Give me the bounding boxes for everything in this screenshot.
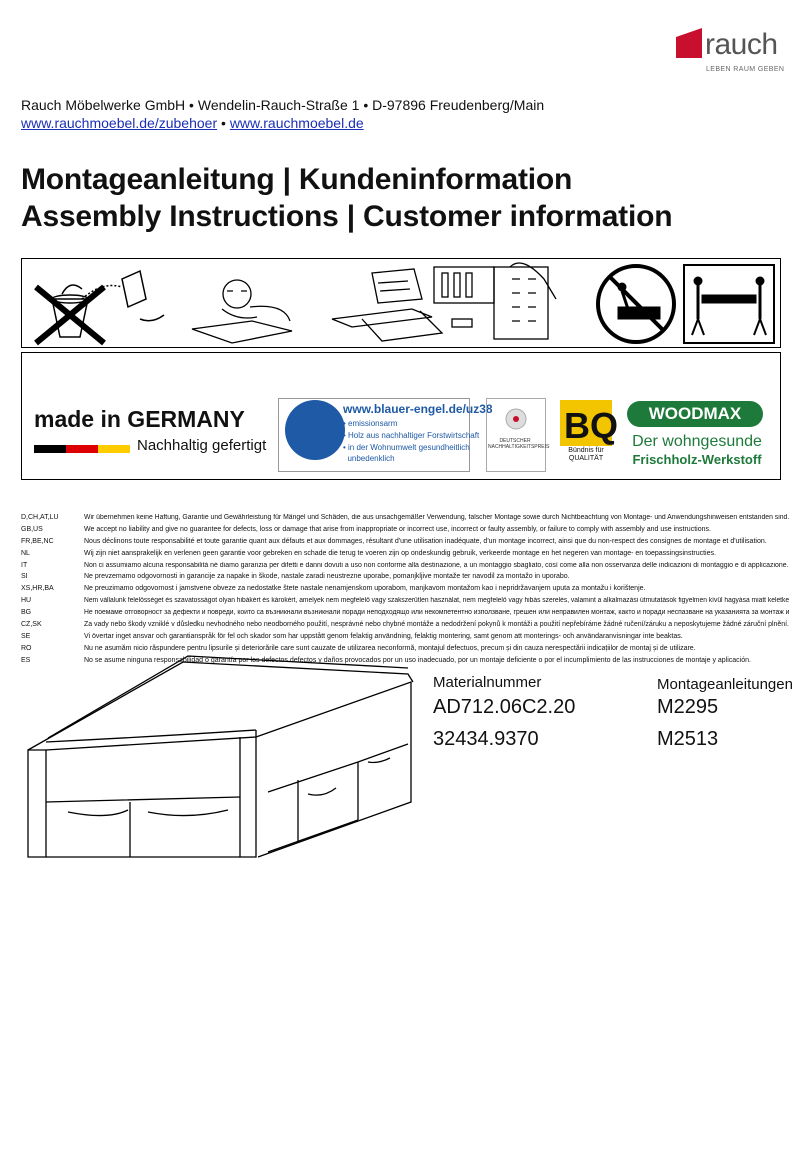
hardware-check-icon	[434, 263, 556, 339]
disclaimer-country-codes: SE	[21, 632, 31, 640]
logo-tagline: LEBEN RAUM GEBEN	[706, 66, 785, 73]
disclaimer-text: Не поемаме отговорност за дефекти и повреди, които са възникнали възникнали поради неподходящо или некомпетентно използване, грешен или неправилен монтаж, както и поради неспазване на указанията за монтаж и	[84, 609, 790, 617]
disclaimer-row	[21, 619, 791, 631]
disclaimer-country-codes: NL	[21, 549, 30, 557]
blue-angel-bullet: • Holz aus nachhaltiger Forstwirtschaft	[343, 431, 480, 440]
brand-logo	[676, 22, 788, 80]
blue-angel-bullet: • in der Wohnumwelt gesundheitlich	[343, 443, 470, 452]
disclaimer-text: We accept no liability and give no guarantee for defects, loss or damage that arise from inappropriate or incorrect use, incorrect or faulty assembly, or failure to comply with assembly and use instructions.	[84, 525, 711, 533]
svg-text:BQ: BQ	[564, 405, 618, 446]
disclaimer-row	[21, 536, 791, 548]
instruction-number: M2513	[657, 728, 719, 750]
disclaimer-text: Ne prevzemamo odgovornosti in garancije za napake in škode, nastale zaradi neustrezne uporabe, pomanjkljive montaže ter navodil za montažo in uporabo.	[84, 573, 570, 581]
sustainability-award-badge	[486, 398, 550, 472]
quality-alliance-label: Bündnis für QUALITÄT	[568, 447, 604, 462]
link-separator: •	[217, 115, 230, 131]
accessories-link[interactable]: www.rauchmoebel.de/zubehoer	[21, 115, 218, 131]
company-links	[21, 115, 364, 131]
disclaimer-country-codes: SI	[21, 573, 28, 581]
disclaimer-text: Nu ne asumăm nicio răspundere pentru lipsurile și deteriorările care sunt cauzate de utilizarea neconformă, montajul defectuos, precum și din cauza nerespectării indicațiilor de montaj și de utilizare.	[84, 644, 696, 652]
disclaimer-row	[21, 607, 791, 619]
disclaimer-row	[21, 571, 791, 583]
blue-angel-url: www.blauer-engel.de/uz38	[343, 402, 493, 416]
read-instructions-icon	[192, 280, 292, 343]
material-number: AD712.06C2.20	[433, 696, 576, 718]
disclaimer-row	[21, 583, 791, 595]
home-link[interactable]: www.rauchmoebel.de	[229, 115, 364, 131]
bed-illustration	[18, 652, 418, 857]
pictogram-art	[22, 259, 782, 349]
material-number-heading: Materialnummer	[433, 674, 542, 691]
liability-disclaimers	[21, 512, 791, 667]
disclaimer-text: Nous déclinons toute responsabilité et toute garantie quant aux défauts et aux dommages, résultant d'une utilisation inadéquate, d'un montage incorrect, ainsi que du non-respect des consignes de montage et d'utilisation.	[84, 537, 767, 545]
woodmax-claim: Der wohngesunde	[632, 433, 762, 450]
disclaimer-row	[21, 512, 791, 524]
page-title-de: Montageanleitung | Kundeninformation	[21, 163, 573, 196]
pictogram-strip	[21, 258, 781, 348]
logo-mark	[676, 28, 702, 58]
company-address: Rauch Möbelwerke GmbH • Wendelin-Rauch-Straße 1 • D-97896 Freudenberg/Main	[21, 97, 545, 113]
woodmax-claim-sub: Frischholz-Werkstoff	[632, 452, 762, 467]
disclaimer-country-codes: FR,BE,NC	[21, 537, 54, 545]
parts-sorting-icon	[332, 269, 442, 341]
disclaimer-country-codes: HU	[21, 597, 32, 605]
disclaimer-text: Non ci assumiamo alcuna responsabilità né diamo garanzia per difetti e danni dovuti a uso non conforme alla destinazione, a un montaggio sbagliato, così come alla non osservanza delle indicazioni di montaggio e di applicazione.	[84, 561, 789, 569]
sustainability-label: Nachhaltig gefertigt	[137, 437, 267, 454]
disclaimer-row	[21, 548, 791, 560]
disclaimer-country-codes: D,CH,AT,LU	[21, 514, 59, 521]
disclaimer-country-codes: BG	[21, 609, 32, 617]
made-in-germany-label: made in GERMANY	[34, 406, 245, 432]
blue-angel-icon	[285, 400, 345, 460]
disclaimer-row	[21, 524, 791, 536]
blue-angel-bullet: • emissionsarm	[343, 419, 398, 428]
disclaimer-text: Vi övertar inget ansvar och garantianspråk för fel och skador som har uppstått genom felaktig användning, felaktig montering, samt genom att monterings- och användaranvisningar inte beaktas.	[84, 632, 683, 640]
two-person-lift-icon	[684, 265, 774, 343]
disclaimer-country-codes: GB,US	[21, 525, 43, 533]
german-flag-icon	[34, 440, 130, 448]
no-trash-icon	[36, 271, 164, 343]
sustainability-award-label: DEUTSCHER NACHHALTIGKEITSPREIS	[488, 438, 550, 450]
material-number: 32434.9370	[433, 728, 539, 750]
disclaimer-country-codes: IT	[21, 561, 28, 569]
disclaimer-text: Wir übernehmen keine Haftung, Garantie und Gewährleistung für Mängel und Schäden, die aus unsachgemäßer Verwendung, falscher Montage sowie durch Nichtbeachtung von Montage- und Anwendungshinweisen entstanden sind.	[84, 514, 790, 521]
disclaimer-country-codes: ES	[21, 656, 31, 664]
award-emblem-icon	[487, 399, 545, 439]
instructions-heading: Montageanleitungen	[657, 676, 793, 693]
no-drag-icon	[598, 266, 674, 342]
disclaimer-row	[21, 595, 791, 607]
page-title-en: Assembly Instructions | Customer information	[21, 200, 673, 233]
disclaimer-text: Za vady nebo škody vzniklé v důsledku nevhodného nebo neodborného použití, nesprávné nebo chybné montáže a nedodržení pokynů k montáži a použití nepřebíráme žádné ručení/záruku a neposkytujeme žádné záruční plnění.	[84, 621, 789, 629]
blue-angel-bullet: unbedenklich	[343, 454, 395, 463]
disclaimer-text: Wij zijn niet aansprakelijk en verlenen geen garantie voor gebreken en schade die terug te voeren zijn op ondeskundig gebruik, verkeerde montage en het negeren van montage- en toepassingsinstructies.	[84, 549, 716, 557]
logo-wordmark: rauch	[705, 28, 778, 61]
disclaimer-country-codes: XS,HR,BA	[21, 585, 54, 593]
disclaimer-text: Ne preuzimamo odgovornost i jamstvene obveze za nedostatke štete nastale nenamjenskom uporabom, manjkavom montažom kao i nepridržavanjem uputa za montažu i korištenje.	[84, 585, 646, 593]
disclaimer-country-codes: CZ,SK	[21, 621, 42, 629]
disclaimer-row	[21, 631, 791, 643]
disclaimer-text: No se asume ninguna responsabilidad o garantía por los defectos defectos y daños provocados por un uso inadecuado, por un montaje deficiente o por el incumplimiento de las instrucciones de montaje y aplicación.	[84, 656, 751, 664]
disclaimer-country-codes: RO	[21, 644, 32, 652]
instruction-number: M2295	[657, 696, 719, 718]
disclaimer-text: Nem vállalunk felelősséget és szavatosságot olyan hibákért és károkért, amelyek nem megfelelő vagy szakszerűtlen használat, nem megfelelő vagy hibás szerelés, valamint a alkalmazási útmutatások figyelmen kívül hagyása miatt keletke	[84, 597, 790, 605]
woodmax-logo: WOODMAX	[627, 401, 763, 427]
bq-logo-icon	[560, 400, 618, 446]
disclaimer-row	[21, 560, 791, 572]
